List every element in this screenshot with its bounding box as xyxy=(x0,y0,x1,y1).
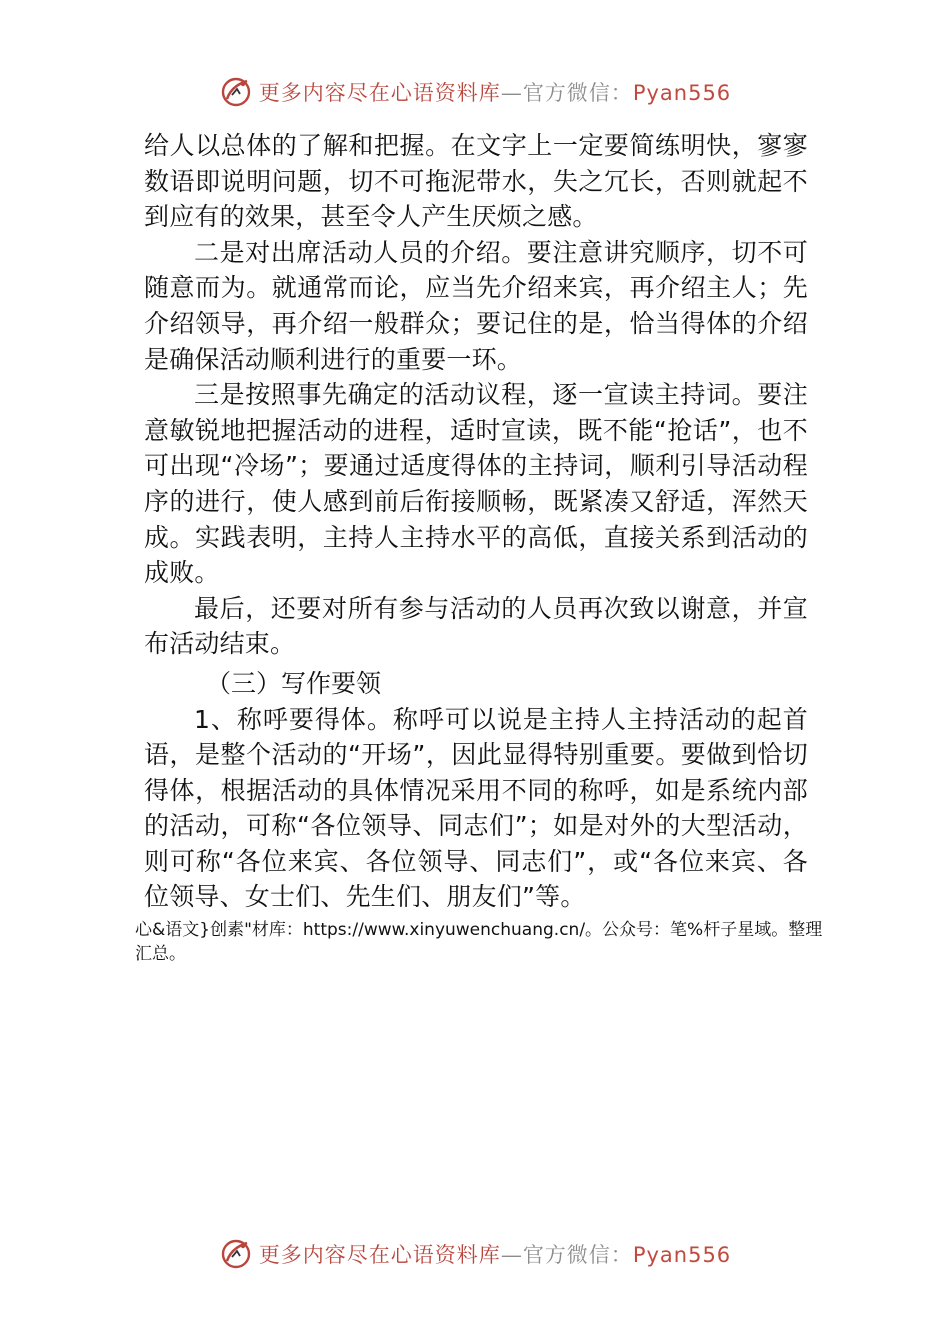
paragraph: 给人以总体的了解和把握。在文字上一定要简练明快，寥寥数语即说明问题，切不可拖泥带水，失之冗长，否则就起不到应有的效果，甚至令人产生厌烦之感。 xyxy=(144,131,808,232)
paragraph: 最后，还要对所有参与活动的人员再次致以谢意，并宣布活动结束。 xyxy=(144,593,808,659)
banner-text: 更多内容尽在心语资料库—官方微信：Pyan556 xyxy=(258,1243,732,1267)
brand-logo-icon xyxy=(219,75,253,109)
source-note: 心&语文}创素"材库：https://www.xinyuwenchuang.cn/。公众号：笔%杆子星域。整理汇总。 xyxy=(135,920,823,964)
paragraph: 1、称呼要得体。称呼可以说是主持人主持活动的起首语，是整个活动的“开场”，因此显得特别重要。要做到恰切得体，根据活动的具体情况采用不同的称呼，如是系统内部的活动，可称“各位领导、同志们”；如是对外的大型活动，则可称“各位来宾、各位领导、同志们”，或“各位来宾、各位领导、女士们、先生们、朋友们”等。 xyxy=(144,704,808,912)
header-banner xyxy=(0,70,950,114)
document-body xyxy=(144,128,808,915)
paragraph: 二是对出席活动人员的介绍。要注意讲究顺序，切不可随意而为。就通常而论，应当先介绍来宾，再介绍主人；先介绍领导，再介绍一般群众；要记住的是，恰当得体的介绍是确保活动顺利进行的重要一环。 xyxy=(144,237,808,374)
section-heading: （三）写作要领 xyxy=(206,668,382,698)
brand-logo-icon xyxy=(219,1237,253,1271)
footer-banner xyxy=(0,1232,950,1276)
paragraph: 三是按照事先确定的活动议程，逐一宣读主持词。要注意敏锐地把握活动的进程，适时宣读，既不能“抢话”，也不可出现“冷场”；要通过适度得体的主持词，顺利引导活动程序的进行，使人感到前后衔接顺畅，既紧凑又舒适，浑然天成。实践表明，主持人主持水平的高低，直接关系到活动的成败。 xyxy=(144,380,808,588)
banner-text: 更多内容尽在心语资料库—官方微信：Pyan556 xyxy=(258,81,732,105)
